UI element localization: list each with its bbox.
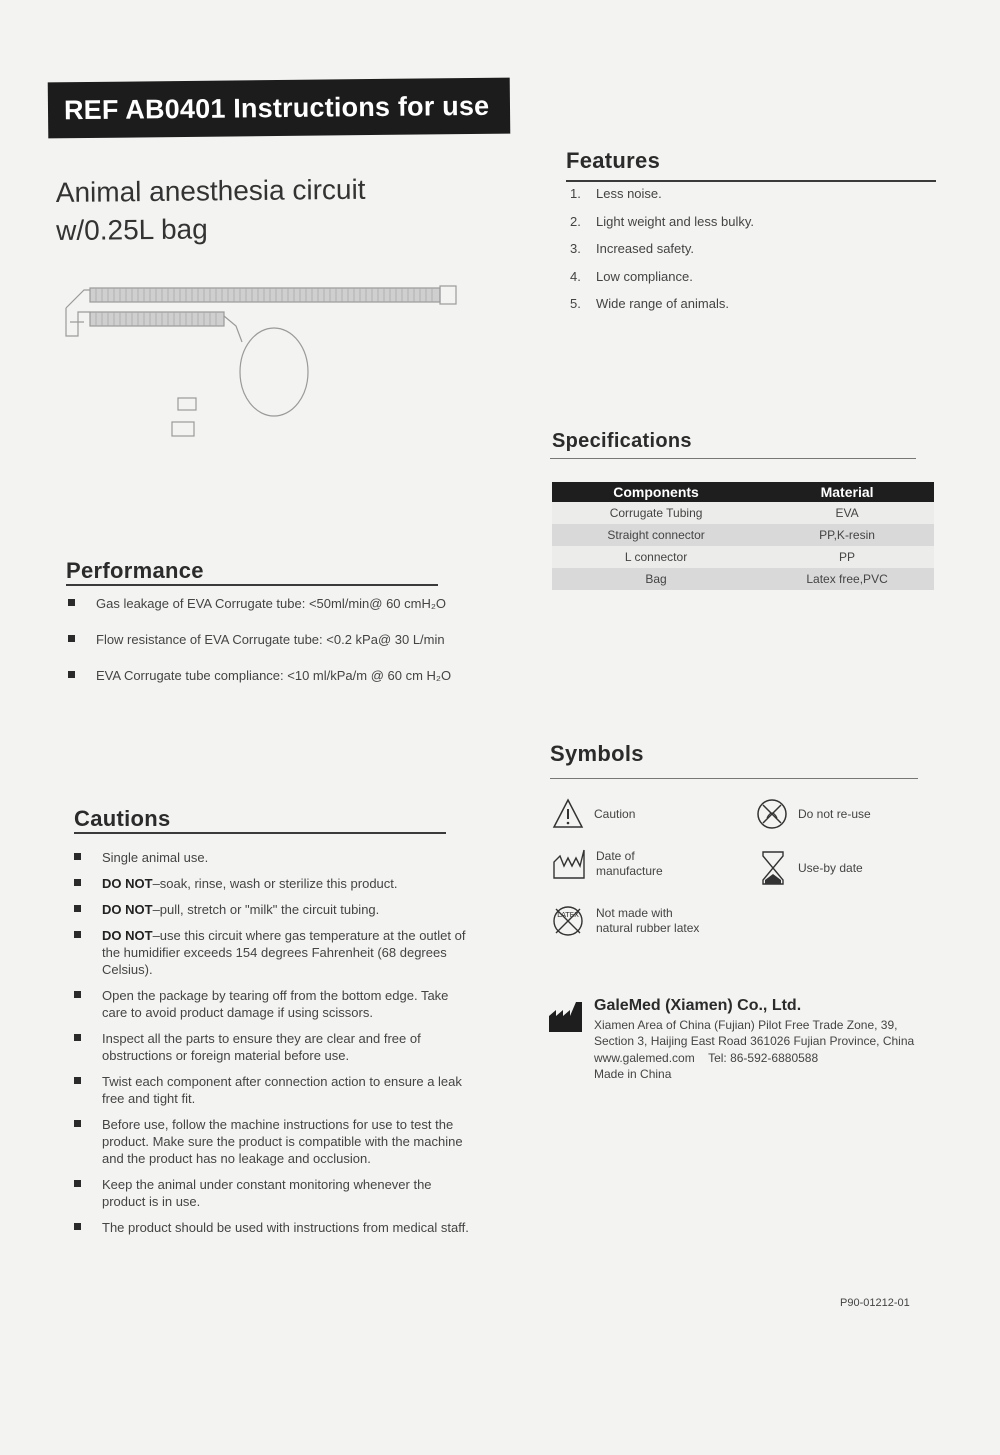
product-title — [56, 170, 437, 250]
date-of-manufacture-label: Date of manufacture — [596, 849, 663, 878]
cautions-heading: Cautions — [74, 806, 171, 831]
product-title-line2: w/0.25L bag — [56, 213, 208, 246]
title-banner — [48, 78, 511, 139]
company-name: GaleMed (Xiamen) Co., Ltd. — [594, 997, 802, 1014]
feature-item: 4. Low compliance. — [570, 268, 693, 284]
symbol-use-by-date: Use-by date — [760, 850, 863, 886]
feature-item: 3. Increased safety. — [570, 241, 695, 256]
specifications-heading: Specifications — [552, 430, 692, 452]
country-of-origin: Made in China — [594, 1067, 672, 1081]
circuit-illustration — [62, 282, 462, 442]
svg-text:LATEX: LATEX — [557, 911, 579, 919]
symbol-latex-free — [550, 904, 699, 938]
symbols-rule — [550, 778, 918, 779]
table-row: Bag Latex free,PVC — [552, 568, 934, 590]
telephone: Tel: 86-592-6880588 — [708, 1050, 819, 1065]
symbol-date-of-manufacture — [552, 848, 663, 880]
contact-line — [594, 1050, 914, 1067]
performance-heading: Performance — [66, 558, 204, 583]
address-line1: Xiamen Area of China (Fujian) Pilot Free Trade Zone, 39, — [594, 1017, 898, 1032]
table-row: Corrugate Tubing EVA — [552, 502, 934, 524]
performance-item: Flow resistance of EVA Corrugate tube: <0.2 kPa@ 30 L/min — [68, 631, 488, 648]
caution-item: DO NOT–pull, stretch or "milk" the circuit tubing. — [74, 901, 474, 918]
performance-rule — [66, 584, 438, 586]
hourglass-icon — [760, 850, 786, 886]
caution-triangle-icon — [552, 798, 584, 830]
caution-item: DO NOT–soak, rinse, wash or sterilize this product. — [74, 875, 474, 892]
specifications-rule — [550, 458, 916, 459]
features-heading: Features — [566, 148, 661, 173]
manufacturer-block — [548, 998, 948, 1083]
product-title-line1: Animal anesthesia circuit — [55, 173, 366, 208]
manufacture-date-factory-icon — [552, 848, 586, 880]
caution-item: Single animal use. — [74, 849, 474, 866]
feature-item: 1. Less noise. — [570, 186, 662, 201]
feature-item: 5. Wide range of animals. — [570, 296, 729, 311]
symbol-caution: Caution — [552, 798, 635, 830]
performance-list — [68, 595, 488, 703]
symbol-do-not-reuse: Do not re-use — [756, 798, 871, 830]
caution-item: Inspect all the parts to ensure they are clear and free of obstructions or foreign material before use. — [74, 1030, 474, 1064]
caution-item: Twist each component after connection action to ensure a leak free and tight fit. — [74, 1073, 474, 1107]
latex-free-label: Not made with natural rubber latex — [596, 906, 700, 935]
specifications-table — [552, 482, 934, 590]
caution-item: DO NOT–use this circuit where gas temperature at the outlet of the humidifier exceeds 154 degrees Fahrenheit (68 degrees Celsius). — [74, 927, 474, 978]
do-not-reuse-icon — [756, 798, 788, 830]
document-number: P90-01212-01 — [840, 1297, 910, 1309]
caution-item: Open the package by tearing off from the bottom edge. Take care to avoid product damage if using scissors. — [74, 987, 474, 1021]
latex-free-icon — [550, 904, 586, 938]
manufacturer-info — [594, 998, 914, 1083]
manufacturer-factory-icon — [548, 1000, 584, 1034]
table-row: Straight connector PP,K-resin — [552, 524, 934, 546]
caution-item: Before use, follow the machine instructions for use to test the product. Make sure the product is compatible with the machine and the product has no leakage and occlusion. — [74, 1116, 474, 1167]
column-header-material: Material — [760, 482, 934, 502]
caution-item: Keep the animal under constant monitoring whenever the product is in use. — [74, 1176, 474, 1210]
table-row: L connector PP — [552, 546, 934, 568]
cautions-rule — [74, 832, 446, 834]
address-line2: Section 3, Haijing East Road 361026 Fujian Province, China — [594, 1034, 915, 1048]
banner-text: REF AB0401 Instructions for use — [63, 90, 490, 125]
caution-item: The product should be used with instructions from medical staff. — [74, 1219, 474, 1236]
feature-item: 2. Light weight and less bulky. — [570, 213, 755, 229]
performance-item: EVA Corrugate tube compliance: <10 ml/kPa/m @ 60 cm H₂O — [68, 667, 488, 684]
website: www.galemed.com — [594, 1050, 695, 1065]
features-rule — [566, 180, 936, 182]
features-list — [570, 186, 930, 324]
column-header-components: Components — [552, 482, 760, 502]
symbols-heading: Symbols — [550, 741, 644, 766]
cautions-list — [74, 849, 474, 1245]
performance-item: Gas leakage of EVA Corrugate tube: <50ml/min@ 60 cmH₂O — [68, 595, 488, 612]
